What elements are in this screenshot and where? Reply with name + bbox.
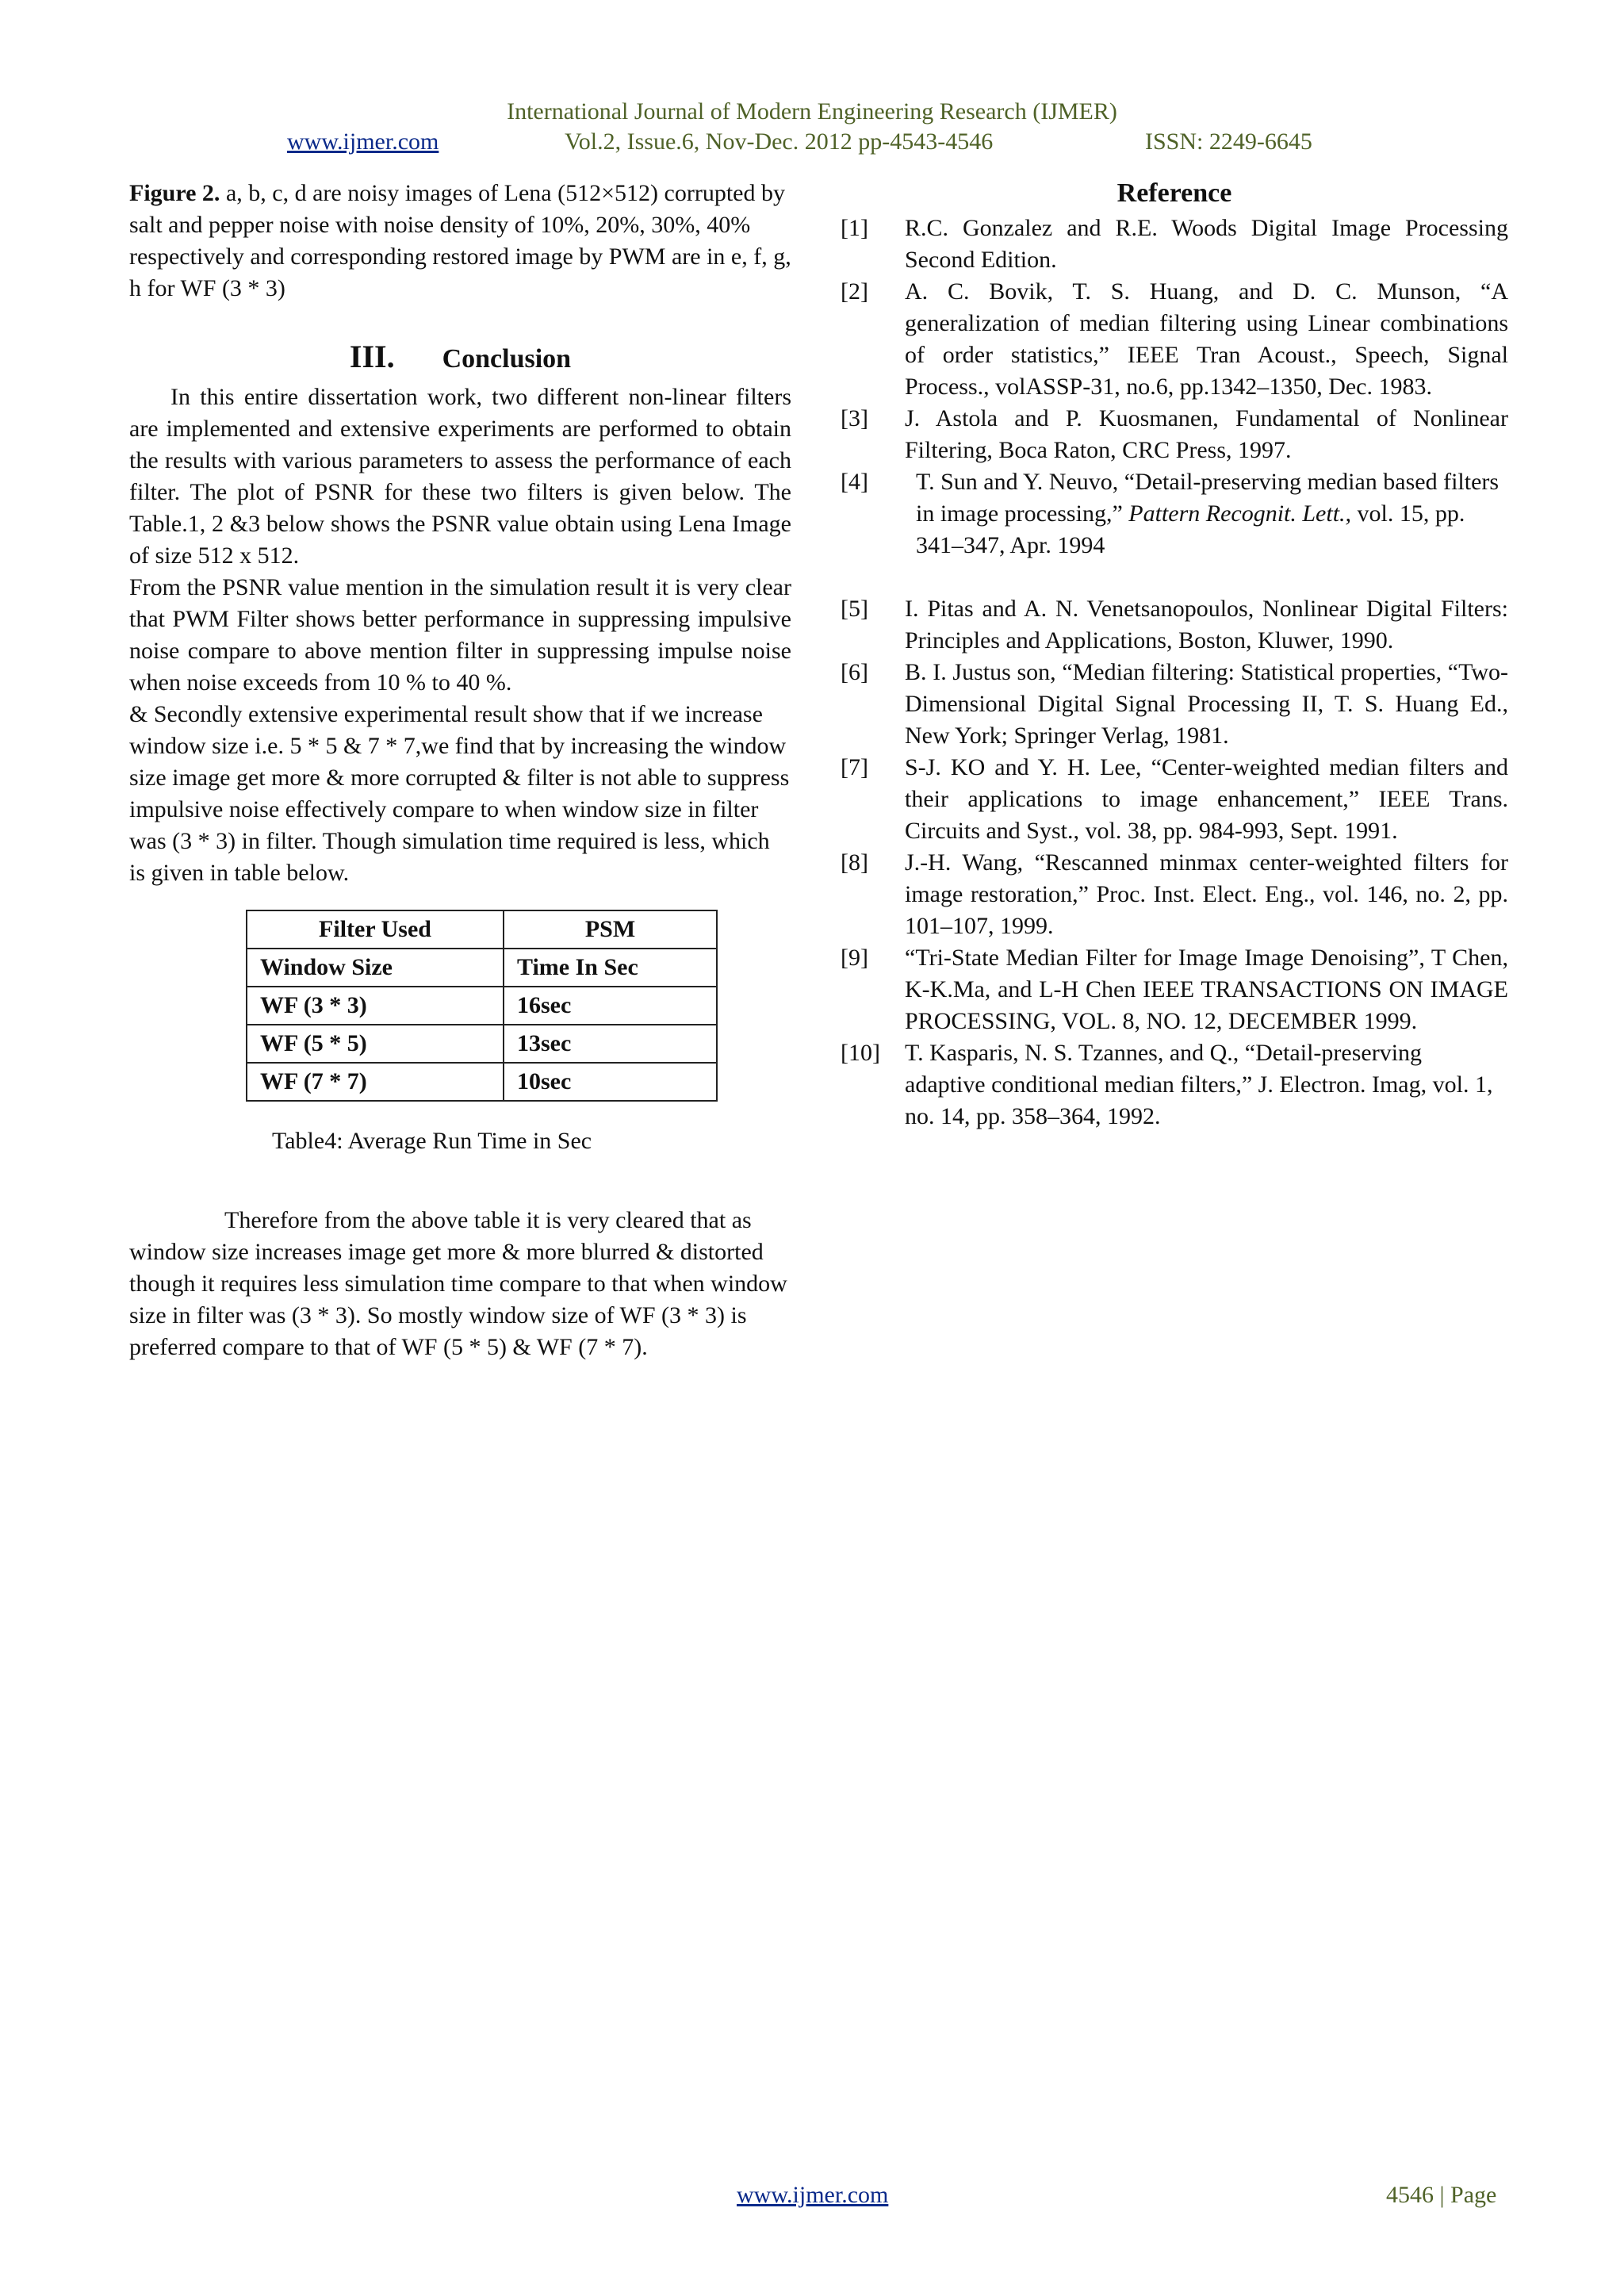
table-row <box>247 987 717 1025</box>
reference-item <box>841 847 1508 942</box>
reference-number: [5] <box>841 596 868 622</box>
section-heading <box>129 341 791 375</box>
reference-number: [3] <box>841 405 868 431</box>
table-cell: 10sec <box>504 1063 717 1101</box>
journal-title: International Journal of Modern Engineering Research (IJMER) <box>507 98 1117 125</box>
table-cell: 16sec <box>504 987 717 1025</box>
reference-item <box>841 213 1508 276</box>
reference-number: [4] <box>841 469 868 495</box>
reference-text: R.C. Gonzalez and R.E. Woods Digital Image Processing Second Edition. <box>905 215 1508 273</box>
reference-text-part: T. Sun and Y. Neuvo, “Detail-preserving median based filters in image processing,” <box>916 469 1500 527</box>
table-subheader-row <box>247 949 717 987</box>
section-number: III. <box>349 339 395 374</box>
reference-item <box>841 752 1508 847</box>
page-header <box>0 97 1624 157</box>
header-volume: Vol.2, Issue.6, Nov-Dec. 2012 pp-4543-4546 <box>565 128 994 155</box>
reference-text: I. Pitas and A. N. Venetsanopoulos, Nonlinear Digital Filters: Principles and Applications, Boston, Kluwer, 1990. <box>905 596 1508 654</box>
header-meta <box>0 127 1624 157</box>
table-row <box>247 1063 717 1101</box>
reference-text: S-J. KO and Y. H. Lee, “Center-weighted median filters and their applications to image enhancement,” IEEE Trans. Circuits and Syst., vol. 38, pp. 984-993, Sept. 1991. <box>905 754 1508 844</box>
table-subheader-cell: Time In Sec <box>504 949 717 987</box>
reference-number: [10] <box>841 1040 880 1066</box>
reference-text: B. I. Justus son, “Median filtering: Statistical properties, “Two-Dimensional Digital Signal Processing II, T. S. Huang Ed., New York; Springer Verlag, 1981. <box>905 659 1508 749</box>
table-header-row <box>247 910 717 949</box>
table-header-cell: PSM <box>504 910 717 949</box>
reference-journal-italic: Pattern Recognit. Lett., <box>1128 500 1352 527</box>
conclusion-paragraph-1: In this entire dissertation work, two different non-linear filters are implemented and extensive experiments are performed to obtain the results with various parameters to assess the performance of each filter. The plot of PSNR for these two filters is given below. The Table.1, 2 &3 below shows the PSNR value obtain using Lena Image of size 512 x 512. <box>129 384 791 569</box>
reference-text: J. Astola and P. Kuosmanen, Fundamental of Nonlinear Filtering, Boca Raton, CRC Press, 1997. <box>905 405 1508 463</box>
table-cell: WF (7 * 7) <box>247 1063 504 1101</box>
reference-item <box>841 593 1508 657</box>
figure-label: Figure 2. <box>129 180 220 206</box>
section-title: Conclusion <box>442 344 572 374</box>
reference-text <box>905 466 1508 562</box>
conclusion-paragraph-4: Therefore from the above table it is very cleared that as window size increases image get more & more blurred & distorted though it requires less simulation time compare to that when window size in filter was (3 * 3). So mostly window size of WF (3 * 3) is preferred compare to that of WF (5 * 5) & WF (7 * 7). <box>129 1207 787 1360</box>
reference-text: A. C. Bovik, T. S. Huang, and D. C. Munson, “A generalization of median filtering using Linear combinations of order statistics,” IEEE Tran Acoust., Speech, Signal Process., volASSP-31, no.6, pp.1342–1350, Dec. 1983. <box>905 278 1508 400</box>
table-header-cell: Filter Used <box>247 910 504 949</box>
reference-number: [2] <box>841 278 868 305</box>
reference-item <box>841 403 1508 466</box>
reference-item <box>841 1037 1508 1133</box>
conclusion-paragraph-3: & Secondly extensive experimental result show that if we increase window size i.e. 5 * 5 & 7 * 7,we find that by increasing the window size image get more & more corrupted & filter is not able to suppress impulsive noise effectively compare to when window size in filter was (3 * 3) in filter. Though simulation time required is less, which is given in table below. <box>129 701 790 886</box>
figure-caption-text: a, b, c, d are noisy images of Lena (512×512) corrupted by salt and pepper noise with noise density of 10%, 20%, 30%, 40% respectively and corresponding restored image by PWM are in e, f, g, h for WF (3 * 3) <box>129 180 791 301</box>
table-row <box>247 1025 717 1063</box>
reference-text: “Tri-State Median Filter for Image Image Denoising”, T Chen, K-K.Ma, and L-H Chen IEEE TRANSACTIONS ON IMAGE PROCESSING, VOL. 8, NO. 12, DECEMBER 1999. <box>905 945 1508 1034</box>
references-heading: Reference <box>1116 178 1232 208</box>
reference-text: T. Kasparis, N. S. Tzannes, and Q., “Detail-preserving adaptive conditional median filters,” J. Electron. Imag, vol. 1, no. 14, pp. 358–364, 1992. <box>905 1040 1493 1129</box>
reference-number: [8] <box>841 849 868 876</box>
reference-number: [1] <box>841 215 868 241</box>
reference-number: [6] <box>841 659 868 685</box>
reference-text-part: vol. 15, pp. 341–347, Apr. 1994 <box>916 500 1465 558</box>
right-column <box>841 178 1508 1133</box>
table-cell: WF (5 * 5) <box>247 1025 504 1063</box>
table-cell: 13sec <box>504 1025 717 1063</box>
reference-number: [7] <box>841 754 868 780</box>
reference-item <box>841 942 1508 1037</box>
page-number: 4546 | Page <box>1386 2182 1497 2208</box>
reference-item <box>841 657 1508 752</box>
table-caption: Table4: Average Run Time in Sec <box>272 1128 592 1154</box>
reference-text: J.-H. Wang, “Rescanned minmax center-weighted filters for image restoration,” Proc. Inst. Elect. Eng., vol. 146, no. 2, pp. 101–107, 1999. <box>905 849 1508 939</box>
reference-item <box>841 276 1508 403</box>
footer-website-link[interactable]: www.ijmer.com <box>737 2182 889 2208</box>
left-column <box>129 178 791 1363</box>
reference-item <box>841 466 1508 562</box>
header-issn: ISSN: 2249-6645 <box>1145 128 1312 155</box>
figure-caption <box>129 178 791 305</box>
conclusion-paragraph-2: From the PSNR value mention in the simulation result it is very clear that PWM Filter shows better performance in suppressing impulsive noise compare to above mention filter in suppressing impulse noise when noise exceeds from 10 % to 40 %. <box>129 574 791 696</box>
header-website-link[interactable]: www.ijmer.com <box>287 128 439 155</box>
table-subheader-cell: Window Size <box>247 949 504 987</box>
runtime-table <box>246 910 718 1102</box>
reference-number: [9] <box>841 945 868 971</box>
table-cell: WF (3 * 3) <box>247 987 504 1025</box>
